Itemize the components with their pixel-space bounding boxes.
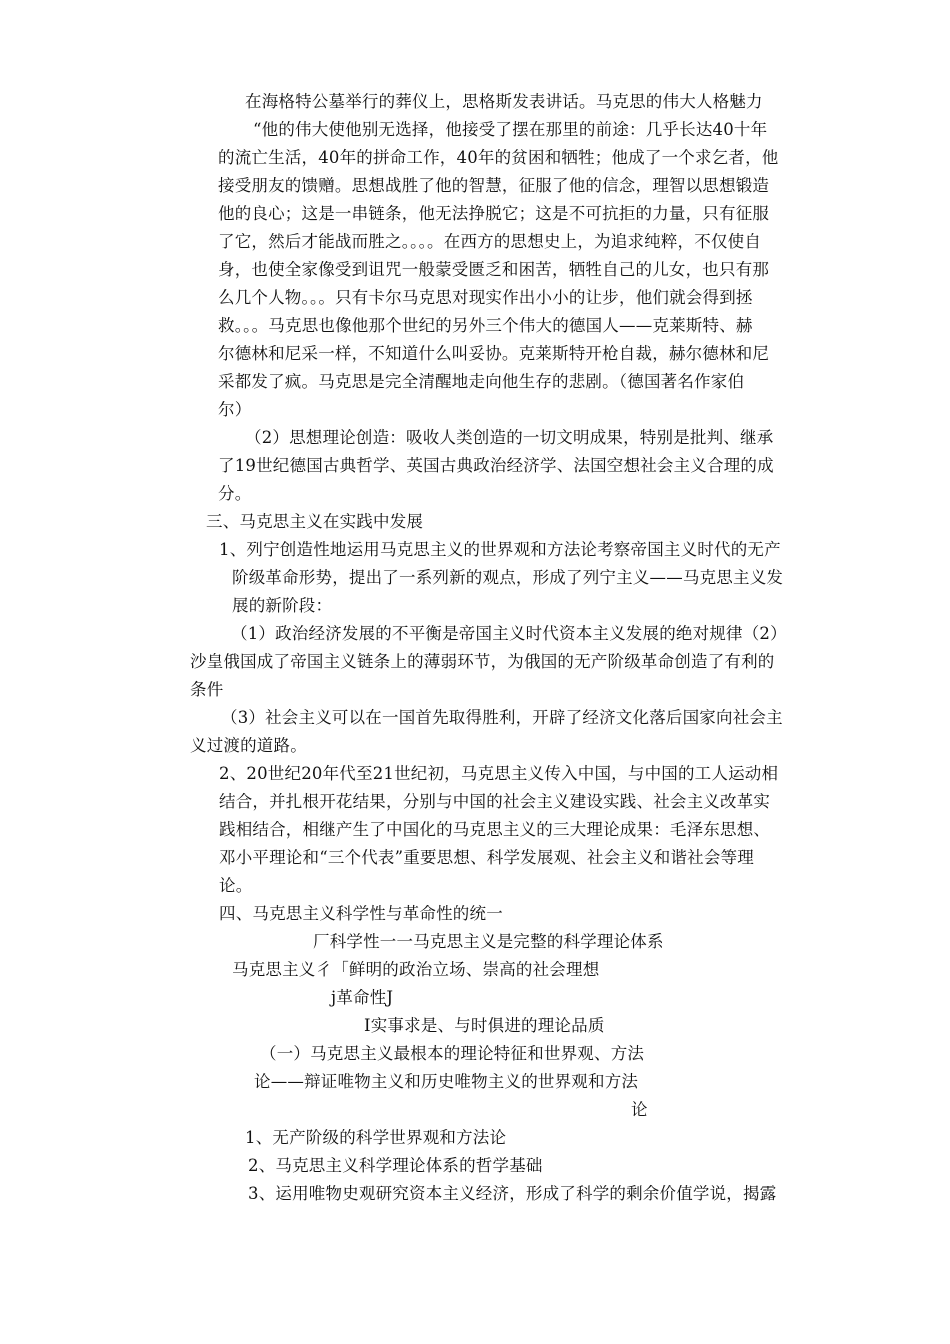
subsection-heading-1: 论: [631, 1100, 648, 1119]
brace-diagram-line: I实事求是、与时俱进的理论品质: [364, 1016, 605, 1035]
theory-creation-line: 分。: [218, 484, 252, 503]
lenin-paragraph-line: 展的新阶段：: [232, 596, 333, 615]
brace-diagram-line: 马克思主义彳「鲜明的政治立场、崇高的社会理想: [232, 960, 600, 979]
quote-line: 的流亡生活，40年的拼命工作，40年的贫困和牺牲；他成了一个求乞者，他: [218, 148, 779, 167]
china-paragraph-line: 践相结合，相继产生了中国化的马克思主义的三大理论成果：毛泽东思想、: [219, 820, 771, 839]
brace-diagram-line: 厂科学性一一马克思主义是完整的科学理论体系: [313, 932, 664, 951]
quote-line: 尔德林和尼采一样，不知道什么叫妥协。克莱斯特开枪自裁，赫尔德林和尼: [218, 344, 770, 363]
china-paragraph-line: 结合，并扎根开花结果，分别与中国的社会主义建设实践、社会主义改革实: [219, 792, 771, 811]
quote-line: 接受朋友的馈赠。思想战胜了他的智慧，征服了他的信念，理智以思想锻造: [218, 176, 770, 195]
quote-line: 尔）: [218, 400, 252, 419]
quote-line: 采都发了疯。马克思是完全清醒地走向他生存的悲剧。（德国著名作家伯: [218, 372, 745, 391]
china-paragraph-line: 论。: [219, 876, 253, 895]
funeral-intro-line: 在海格特公墓举行的葬仪上，思格斯发表讲话。马克思的伟大人格魅力: [245, 92, 763, 111]
china-paragraph-line: 邓小平理论和“三个代表”重要思想、科学发展观、社会主义和谐社会等理: [219, 848, 754, 867]
theory-creation-line: 了19世纪德国古典哲学、英国古典政治经济学、法国空想社会主义合理的成: [218, 456, 774, 475]
numbered-item: 3、运用唯物史观研究资本主义经济，形成了科学的剩余价值学说，揭露: [248, 1184, 777, 1203]
lenin-point-line: 沙皇俄国成了帝国主义链条上的薄弱环节，为俄国的无产阶级革命创造了有利的: [190, 652, 775, 671]
section-heading-3: 三、马克思主义在实践中发展: [206, 512, 424, 531]
lenin-paragraph-line: 阶级革命形势，提出了一系列新的观点，形成了列宁主义——马克思主义发: [232, 568, 784, 587]
numbered-item: 1、无产阶级的科学世界观和方法论: [245, 1128, 507, 1147]
numbered-item: 2、马克思主义科学理论体系的哲学基础: [248, 1156, 543, 1175]
quote-line: 救。。。马克思也像他那个世纪的另外三个伟大的德国人——克莱斯特、赫: [218, 316, 753, 335]
theory-creation-line: （2）思想理论创造：吸收人类创造的一切文明成果，特别是批判、继承: [245, 428, 774, 447]
quote-line: “他的伟大使他别无选择，他接受了摆在那里的前途：几乎长达40十年: [253, 120, 768, 139]
lenin-point-line: （1）政治经济发展的不平衡是帝国主义时代资本主义发展的绝对规律（2）: [231, 624, 787, 643]
lenin-point-line: （3）社会主义可以在一国首先取得胜利，开辟了经济文化落后国家向社会主: [221, 708, 783, 727]
lenin-paragraph-line: 1、列宁创造性地运用马克思主义的世界观和方法论考察帝国主义时代的无产: [219, 540, 781, 559]
china-paragraph-line: 2、20世纪20年代至21世纪初，马克思主义传入中国，与中国的工人运动相: [219, 764, 779, 783]
subsection-heading-1: （一）马克思主义最根本的理论特征和世界观、方法: [260, 1044, 645, 1063]
quote-line: 么几个人物。。。只有卡尔马克思对现实作出小小的让步，他们就会得到拯: [218, 288, 753, 307]
quote-line: 他的良心；这是一串链条，他无法挣脱它；这是不可抗拒的力量，只有征服: [218, 204, 770, 223]
quote-line: 身，也使全家像受到诅咒一般蒙受匮乏和困苦，牺牲自己的儿女，也只有那: [218, 260, 770, 279]
quote-line: 了它，然后才能战而胜之。。。。在西方的思想史上，为追求纯粹，不仅使自: [218, 232, 762, 251]
subsection-heading-1: 论——辩证唯物主义和历史唯物主义的世界观和方法: [254, 1072, 639, 1091]
lenin-point-line: 条件: [190, 680, 224, 699]
section-heading-4: 四、马克思主义科学性与革命性的统一: [219, 904, 503, 923]
brace-diagram-line: j革命性J: [331, 988, 394, 1007]
lenin-point-line: 义过渡的道路。: [190, 736, 307, 755]
